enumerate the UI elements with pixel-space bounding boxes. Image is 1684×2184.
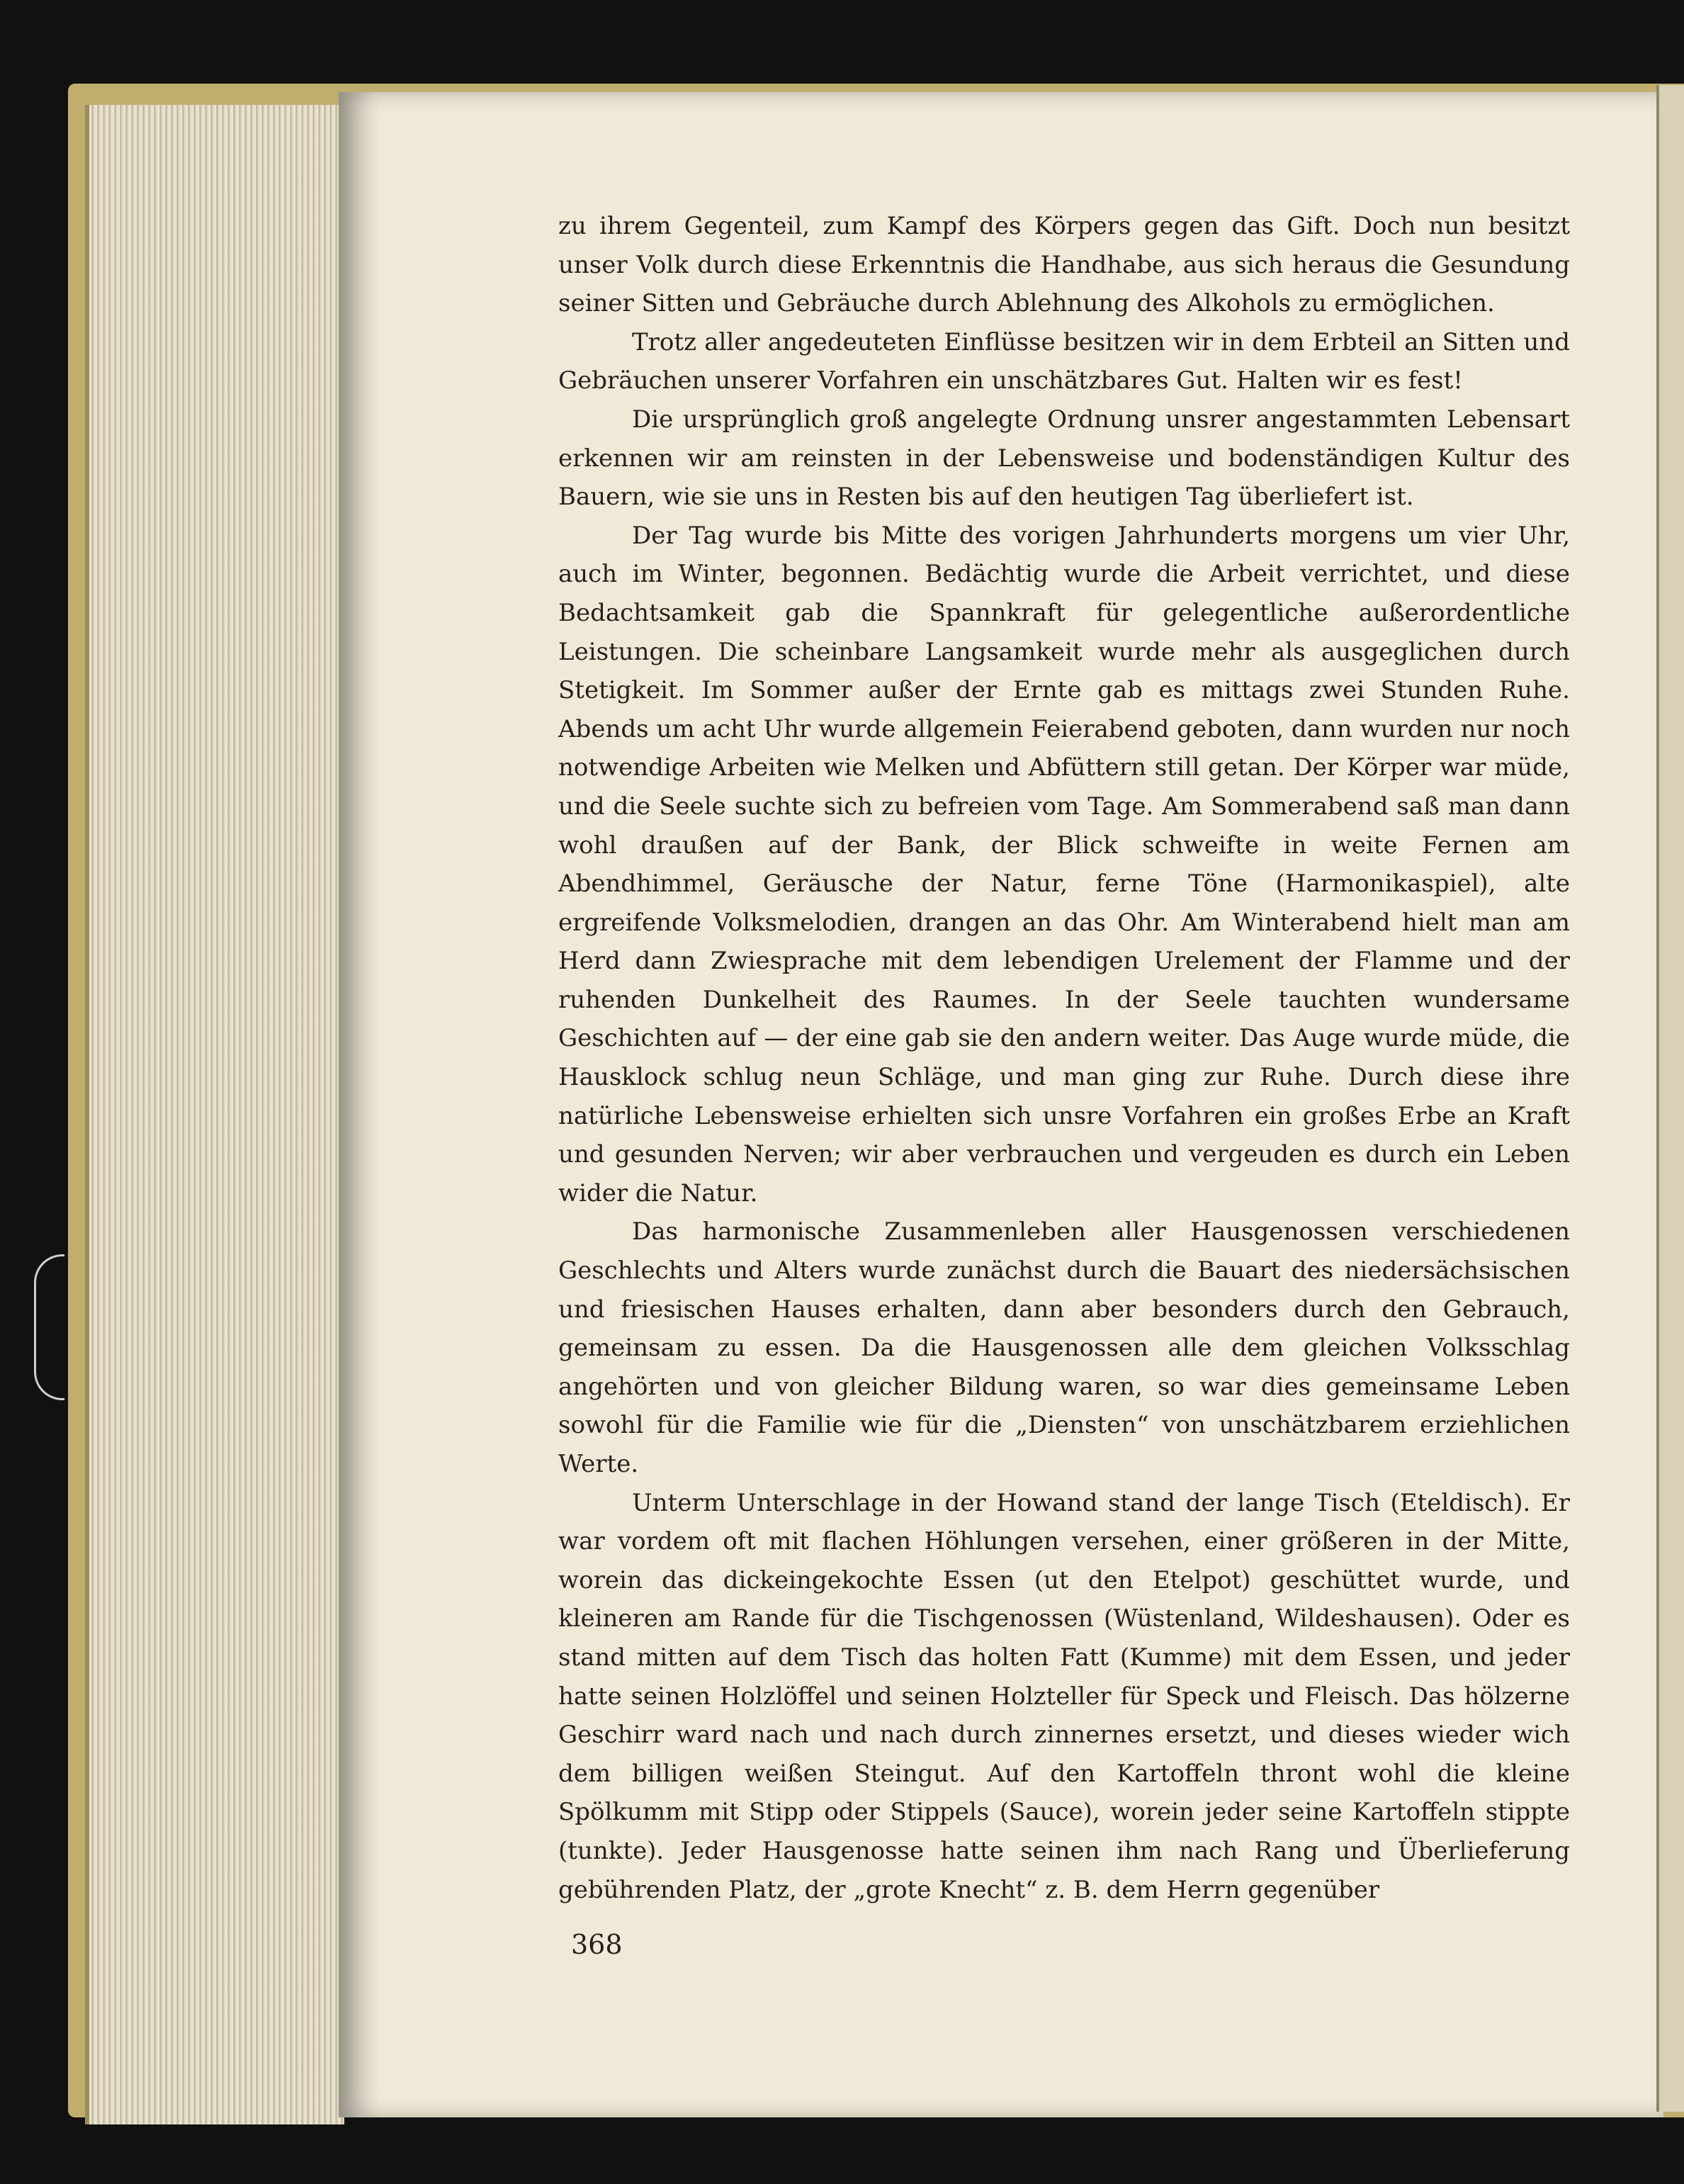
body-text: [558, 207, 1570, 1909]
paragraph: Die ursprünglich groß angelegte Ordnung unsrer angestammten Lebensart erkennen wir am reinsten in der Lebensweise und bodenständigen Kultur des Bauern, wie sie uns in Resten bis auf den heutigen Tag überliefert ist.: [558, 405, 1570, 512]
page-edges: [85, 105, 344, 2124]
spine-shadow: [339, 92, 381, 2117]
paragraph: zu ihrem Gegenteil, zum Kampf des Körpers gegen das Gift. Doch nun besitzt unser Volk durch diese Erkenntnis die Handhabe, aus sich heraus die Gesundung seiner Sitten und Gebräuche durch Ablehnung des Alkohols zu ermöglichen.: [558, 212, 1570, 318]
binding-thread: [34, 1254, 64, 1400]
paragraph: Der Tag wurde bis Mitte des vorigen Jahrhunderts morgens um vier Uhr, auch im Winter, begonnen. Bedächtig wurde die Arbeit verrichtet, und diese Bedachtsamkeit gab die Spannkraft für gelegentliche außerordentliche Leistungen. Die scheinbare Langsamkeit wurde mehr als ausgeglichen durch Stetigkeit. Im Sommer außer der Ernte gab es mittags zwei Stunden Ruhe. Abends um acht Uhr wurde allgemein Feierabend geboten, dann wurden nur noch notwendige Arbeiten wie Melken und Abfüttern still getan. Der Körper war müde, und die Seele suchte sich zu befreien vom Tage. Am Sommerabend saß man dann wohl draußen auf der Bank, der Blick schweifte in weite Fernen am Abendhimmel, Geräusche der Natur, ferne Töne (Harmonikaspiel), alte ergreifende Volksmelodien, drangen an das Ohr. Am Winterabend hielt man am Herd dann Zwiesprache mit dem lebendigen Urelement der Flamme und der ruhenden Dunkelheit des Raumes. In der Seele tauchten wundersame Geschichten auf — der eine gab sie den andern weiter. Das Auge wurde müde, die Hausklock schlug neun Schläge, und man ging zur Ruhe. Durch diese ihre natürliche Lebensweise erhielten sich unsre Vorfahren ein großes Erbe an Kraft und gesunden Nerven; wir aber verbrauchen und vergeuden es durch ein Leben wider die Natur.: [558, 521, 1570, 1208]
paragraph: Das harmonische Zusammenleben aller Hausgenossen verschiedenen Geschlechts und Alters wurde zunächst durch die Bauart des niedersächsischen und friesischen Hauses erhalten, dann aber besonders durch den Gebrauch, gemeinsam zu essen. Da die Hausgenossen alle dem gleichen Volksschlag angehörten und von gleicher Bildung waren, so war dies gemeinsame Leben sowohl für die Familie wie für die „Diensten“ von unschätzbarem erziehlichen Werte.: [558, 1217, 1570, 1478]
paragraph: Trotz aller angedeuteten Einflüsse besitzen wir in dem Erbteil an Sitten und Gebräuchen unserer Vorfahren ein unschätzbares Gut. Halten wir es fest!: [558, 327, 1570, 395]
next-page-edge: [1656, 85, 1684, 2112]
paragraph: Unterm Unterschlage in der Howand stand der lange Tisch (Eteldisch). Er war vordem oft mit flachen Höhlungen versehen, einer größeren in der Mitte, worein das dickeingekochte Essen (ut den Etelpot) geschüttet wurde, und kleineren am Rande für die Tischgenossen (Wüstenland, Wildeshausen). Oder es stand mitten auf dem Tisch das holten Fatt (Kumme) mit dem Essen, und jeder hatte seinen Holzlöffel und seinen Holzteller für Speck und Fleisch. Das hölzerne Geschirr ward nach und nach durch zinnernes ersetzt, und dieses wieder wich dem billigen weißen Steingut. Auf den Kartoffeln thront wohl die kleine Spölkumm mit Stipp oder Stippels (Sauce), worein jeder seine Kartoffeln stippte (tunkte). Jeder Hausgenosse hatte seinen ihm nach Rang und Überlieferung gebührenden Platz, der „grote Knecht“ z. B. dem Herrn gegenüber: [558, 1488, 1570, 1904]
page-number: 368: [571, 1929, 623, 1960]
